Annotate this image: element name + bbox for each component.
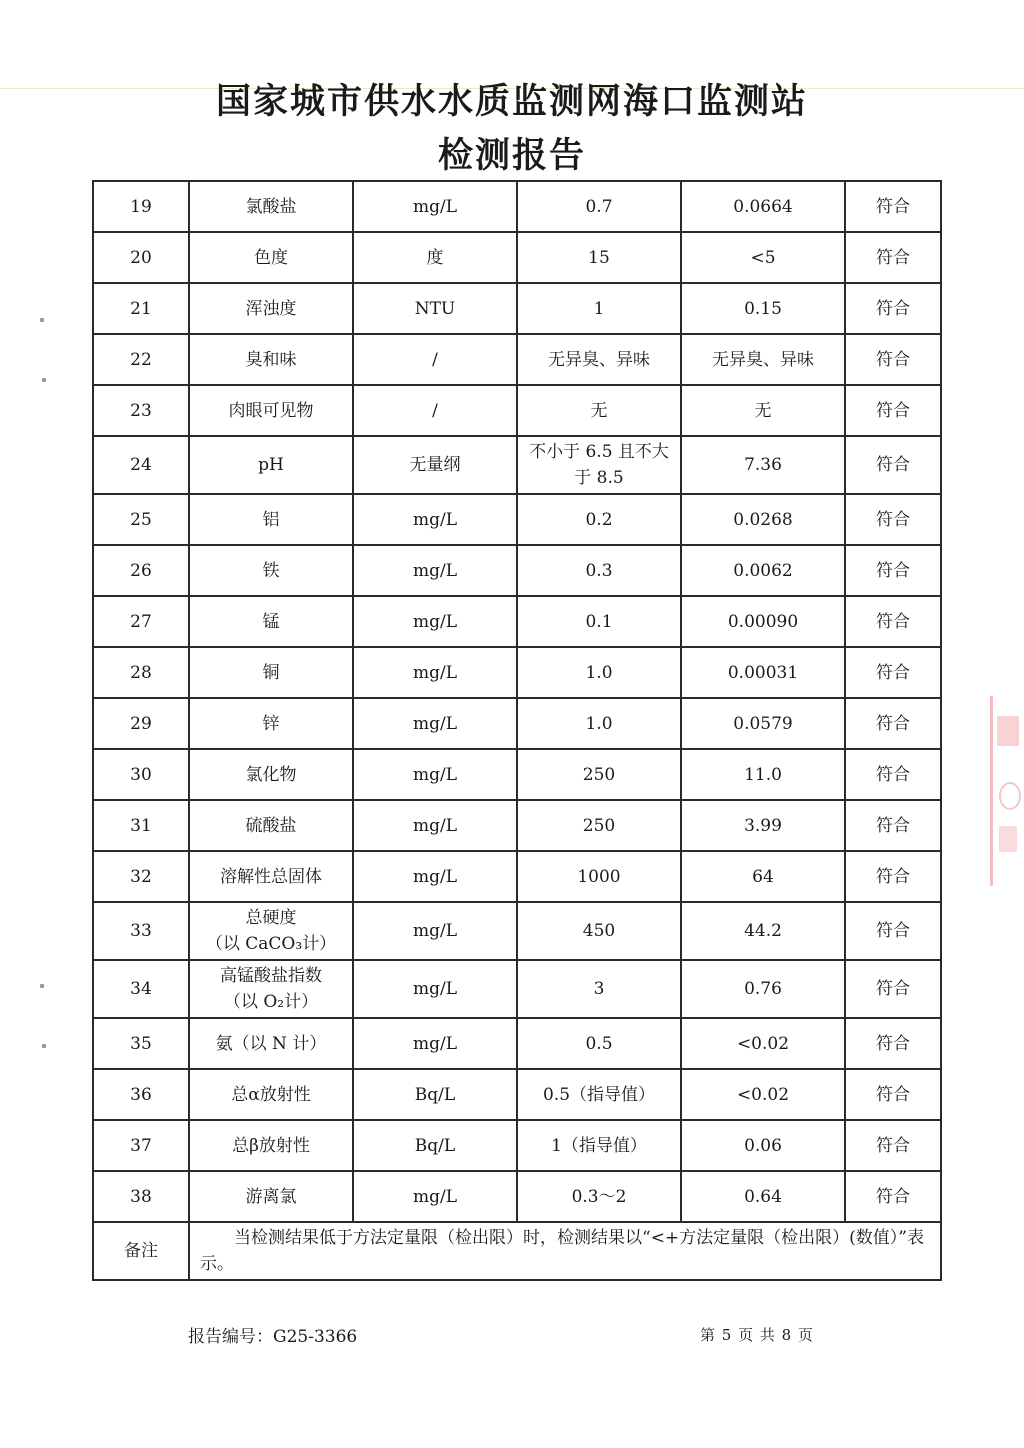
cell-no: 31 [93, 800, 189, 851]
cell-unit: 度 [353, 232, 517, 283]
scan-speck [42, 1044, 46, 1048]
cell-no: 34 [93, 960, 189, 1018]
cell-result: 0.15 [681, 283, 845, 334]
table-row [93, 385, 941, 436]
cell-item: 浑浊度 [189, 283, 353, 334]
scan-speck [40, 318, 44, 322]
cell-result: 11.0 [681, 749, 845, 800]
cell-unit: mg/L [353, 851, 517, 902]
cell-no: 21 [93, 283, 189, 334]
cell-result: 无异臭、异味 [681, 334, 845, 385]
cell-item-line1: 总硬度 [245, 908, 297, 928]
table-row [93, 749, 941, 800]
cell-limit: 1（指导值） [517, 1120, 681, 1171]
cell-result: 0.0062 [681, 545, 845, 596]
cell-result: 3.99 [681, 800, 845, 851]
table-row [93, 334, 941, 385]
cell-limit: 0.3～2 [517, 1171, 681, 1222]
table-row [93, 902, 941, 960]
cell-unit: mg/L [353, 1018, 517, 1069]
cell-limit: 0.5 [517, 1018, 681, 1069]
cell-no: 33 [93, 902, 189, 960]
cell-limit: 250 [517, 800, 681, 851]
remarks-row [93, 1222, 941, 1280]
cell-no: 35 [93, 1018, 189, 1069]
cell-verdict: 符合 [845, 596, 941, 647]
table-row [93, 436, 941, 494]
table-row [93, 1018, 941, 1069]
cell-no: 24 [93, 436, 189, 494]
remarks-label: 备注 [93, 1222, 189, 1280]
cell-no: 30 [93, 749, 189, 800]
cell-unit: 无量纲 [353, 436, 517, 494]
cell-result: 0.00031 [681, 647, 845, 698]
table-row [93, 1171, 941, 1222]
table-row [93, 960, 941, 1018]
table-row [93, 800, 941, 851]
cell-no: 38 [93, 1171, 189, 1222]
cell-result: 0.0268 [681, 494, 845, 545]
cell-no: 37 [93, 1120, 189, 1171]
cell-result: 0.0664 [681, 181, 845, 232]
cell-item [189, 902, 353, 960]
cell-unit: Bq/L [353, 1120, 517, 1171]
cell-item: 铜 [189, 647, 353, 698]
cell-unit: mg/L [353, 749, 517, 800]
cell-result: 无 [681, 385, 845, 436]
cell-unit: mg/L [353, 494, 517, 545]
cell-verdict: 符合 [845, 647, 941, 698]
cell-item: 铁 [189, 545, 353, 596]
cell-no: 28 [93, 647, 189, 698]
cell-limit: 0.7 [517, 181, 681, 232]
cell-verdict: 符合 [845, 749, 941, 800]
table-row [93, 181, 941, 232]
cell-unit: Bq/L [353, 1069, 517, 1120]
cell-item-line1: 高锰酸盐指数 [220, 966, 322, 986]
table-row [93, 698, 941, 749]
cell-item: 肉眼可见物 [189, 385, 353, 436]
cell-verdict: 符合 [845, 960, 941, 1018]
cell-item: pH [189, 436, 353, 494]
cell-result: 7.36 [681, 436, 845, 494]
table-row [93, 647, 941, 698]
cell-result: 0.06 [681, 1120, 845, 1171]
cell-unit: mg/L [353, 1171, 517, 1222]
cell-limit: 0.2 [517, 494, 681, 545]
cell-item: 总β放射性 [189, 1120, 353, 1171]
cell-item: 锰 [189, 596, 353, 647]
cell-item: 总α放射性 [189, 1069, 353, 1120]
cell-unit: mg/L [353, 647, 517, 698]
table-row [93, 232, 941, 283]
seal-mark [997, 716, 1019, 746]
cell-no: 22 [93, 334, 189, 385]
cell-verdict: 符合 [845, 902, 941, 960]
cell-item: 氯酸盐 [189, 181, 353, 232]
cell-verdict: 符合 [845, 851, 941, 902]
cell-verdict: 符合 [845, 545, 941, 596]
cell-result: 44.2 [681, 902, 845, 960]
cell-result: 0.76 [681, 960, 845, 1018]
cell-unit: mg/L [353, 698, 517, 749]
cell-unit: mg/L [353, 902, 517, 960]
cell-no: 23 [93, 385, 189, 436]
cell-no: 36 [93, 1069, 189, 1120]
cell-no: 26 [93, 545, 189, 596]
cell-item: 锌 [189, 698, 353, 749]
table-row [93, 1069, 941, 1120]
cell-verdict: 符合 [845, 232, 941, 283]
cell-item: 铝 [189, 494, 353, 545]
cell-item [189, 960, 353, 1018]
cell-no: 32 [93, 851, 189, 902]
table-row [93, 1120, 941, 1171]
report-number: 报告编号：G25-3366 [188, 1327, 358, 1347]
scan-speck [42, 378, 46, 382]
cell-item: 臭和味 [189, 334, 353, 385]
cell-limit: 450 [517, 902, 681, 960]
test-results-table [92, 180, 942, 1281]
cell-verdict: 符合 [845, 1018, 941, 1069]
cell-limit: 1.0 [517, 698, 681, 749]
cell-verdict: 符合 [845, 800, 941, 851]
cell-item: 游离氯 [189, 1171, 353, 1222]
cell-result: 0.0579 [681, 698, 845, 749]
cell-limit: 250 [517, 749, 681, 800]
table-row [93, 545, 941, 596]
page-title: 国家城市供水水质监测网海口监测站 [215, 81, 808, 122]
cell-limit: 0.1 [517, 596, 681, 647]
cell-verdict: 符合 [845, 283, 941, 334]
cell-limit: 0.3 [517, 545, 681, 596]
cell-unit: mg/L [353, 960, 517, 1018]
cell-item: 氨（以 N 计） [189, 1018, 353, 1069]
cell-no: 25 [93, 494, 189, 545]
cell-verdict: 符合 [845, 334, 941, 385]
remarks-text: 当检测结果低于方法定量限（检出限）时，检测结果以“<+方法定量限（检出限）(数值）”表示。 [200, 1228, 925, 1274]
cell-verdict: 符合 [845, 1069, 941, 1120]
cell-unit: mg/L [353, 596, 517, 647]
cell-limit: 1.0 [517, 647, 681, 698]
cell-no: 19 [93, 181, 189, 232]
cell-result: <0.02 [681, 1069, 845, 1120]
cell-unit: / [353, 385, 517, 436]
cell-result: <0.02 [681, 1018, 845, 1069]
cell-unit: mg/L [353, 181, 517, 232]
cell-verdict: 符合 [845, 385, 941, 436]
cell-result: 0.64 [681, 1171, 845, 1222]
scan-speck [40, 984, 44, 988]
seal-mark [999, 782, 1021, 810]
cell-limit: 3 [517, 960, 681, 1018]
cell-unit: NTU [353, 283, 517, 334]
cell-unit: mg/L [353, 545, 517, 596]
cell-unit: / [353, 334, 517, 385]
table-row [93, 283, 941, 334]
cell-limit: 不小于 6.5 且不大于 8.5 [517, 436, 681, 494]
cell-limit: 1 [517, 283, 681, 334]
cell-verdict: 符合 [845, 181, 941, 232]
page-number: 第 5 页 共 8 页 [700, 1326, 814, 1344]
table-row [93, 851, 941, 902]
cell-item: 溶解性总固体 [189, 851, 353, 902]
cell-result: 0.00090 [681, 596, 845, 647]
cell-no: 29 [93, 698, 189, 749]
seal-stamp-fragment [990, 696, 1023, 886]
cell-result: 64 [681, 851, 845, 902]
table-body [93, 181, 941, 1222]
cell-item: 色度 [189, 232, 353, 283]
cell-limit: 1000 [517, 851, 681, 902]
cell-limit: 无 [517, 385, 681, 436]
cell-item: 氯化物 [189, 749, 353, 800]
cell-limit: 无异臭、异味 [517, 334, 681, 385]
cell-unit: mg/L [353, 800, 517, 851]
cell-no: 27 [93, 596, 189, 647]
table-row [93, 494, 941, 545]
cell-limit: 15 [517, 232, 681, 283]
cell-result: <5 [681, 232, 845, 283]
seal-mark [999, 826, 1017, 852]
cell-item-line2: （以 CaCO₃计） [205, 934, 337, 954]
cell-no: 20 [93, 232, 189, 283]
table-row [93, 596, 941, 647]
cell-verdict: 符合 [845, 494, 941, 545]
cell-verdict: 符合 [845, 1120, 941, 1171]
cell-verdict: 符合 [845, 698, 941, 749]
cell-verdict: 符合 [845, 1171, 941, 1222]
page-subtitle: 检测报告 [437, 135, 586, 176]
remarks-text-cell [189, 1222, 941, 1280]
cell-verdict: 符合 [845, 436, 941, 494]
cell-item-line2: （以 O₂计） [223, 992, 319, 1012]
cell-limit: 0.5（指导值） [517, 1069, 681, 1120]
cell-item: 硫酸盐 [189, 800, 353, 851]
